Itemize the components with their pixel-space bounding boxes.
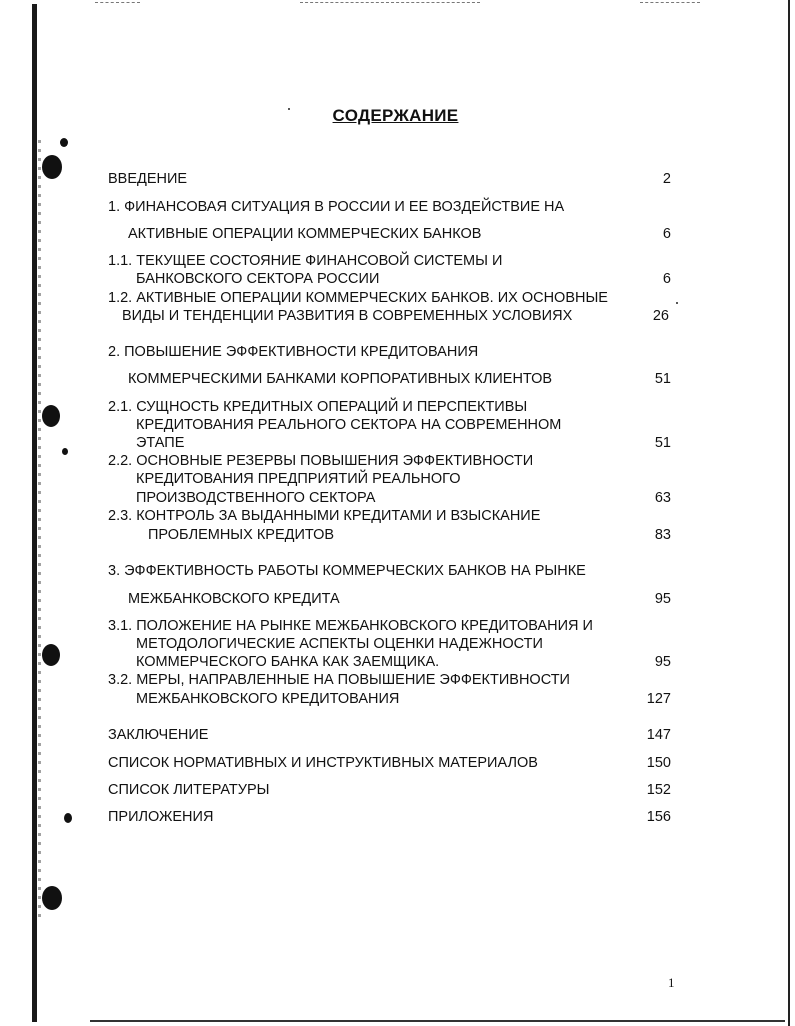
toc-page-number: 63 [654, 490, 671, 506]
page-number: 1 [668, 975, 675, 990]
toc-section-2-2-line2: КРЕДИТОВАНИЯ ПРЕДПРИЯТИЙ РЕАЛЬНОГО [136, 471, 461, 487]
punch-hole-mark [64, 813, 72, 823]
toc-page-number: 147 [646, 727, 671, 743]
punch-hole-mark [62, 448, 68, 455]
punch-hole-mark [42, 155, 62, 179]
scan-speck [676, 302, 678, 304]
toc-chapter-2-line1: 2. ПОВЫШЕНИЕ ЭФФЕКТИВНОСТИ КРЕДИТОВАНИЯ [108, 344, 479, 360]
toc-page-number: 95 [654, 654, 671, 670]
scan-edge-top [300, 2, 480, 4]
toc-section-1-1-line2: БАНКОВСКОГО СЕКТОРА РОССИИ [136, 271, 380, 287]
toc-section-1-1-line1: 1.1. ТЕКУЩЕЕ СОСТОЯНИЕ ФИНАНСОВОЙ СИСТЕМЫ И [108, 253, 503, 269]
toc-page-number: 51 [654, 435, 671, 451]
binding-edge [32, 4, 37, 1022]
toc-chapter-2-line2: КОММЕРЧЕСКИМИ БАНКАМИ КОРПОРАТИВНЫХ КЛИЕНТОВ [128, 371, 553, 387]
punch-hole-mark [42, 644, 60, 666]
page-title: СОДЕРЖАНИЕ [332, 106, 459, 125]
toc-page-number: 127 [646, 691, 671, 707]
toc-section-2-2-line3: ПРОИЗВОДСТВЕННОГО СЕКТОРА [136, 490, 376, 506]
binding-shadow [38, 140, 41, 920]
toc-section-3-1-line2: МЕТОДОЛОГИЧЕСКИЕ АСПЕКТЫ ОЦЕНКИ НАДЕЖНОСТИ [136, 636, 543, 652]
toc-chapter-3-line1: 3. ЭФФЕКТИВНОСТЬ РАБОТЫ КОММЕРЧЕСКИХ БАНКОВ НА РЫНКЕ [108, 563, 586, 579]
toc-section-2-1-line2: КРЕДИТОВАНИЯ РЕАЛЬНОГО СЕКТОРА НА СОВРЕМЕННОМ [136, 417, 562, 433]
toc-chapter-3-line2: МЕЖБАНКОВСКОГО КРЕДИТА [128, 591, 340, 607]
toc-page-number: 156 [646, 809, 671, 825]
punch-hole-mark [60, 138, 68, 147]
toc-page-number: 51 [654, 371, 671, 387]
toc-page-number: 150 [646, 755, 671, 771]
toc-entry-intro: ВВЕДЕНИЕ [108, 171, 188, 187]
scan-edge-top [95, 2, 140, 4]
toc-page-number: 26 [652, 308, 669, 324]
toc-page-number: 6 [662, 226, 671, 242]
scan-edge-right [788, 0, 790, 1026]
toc-section-3-1-line1: 3.1. ПОЛОЖЕНИЕ НА РЫНКЕ МЕЖБАНКОВСКОГО КРЕДИТОВАНИЯ И [108, 618, 593, 634]
toc-section-1-2-line1: 1.2. АКТИВНЫЕ ОПЕРАЦИИ КОММЕРЧЕСКИХ БАНКОВ. ИХ ОСНОВНЫЕ [108, 290, 608, 306]
toc-section-2-3-line1: 2.3. КОНТРОЛЬ ЗА ВЫДАННЫМИ КРЕДИТАМИ И ВЗЫСКАНИЕ [108, 508, 541, 524]
toc-section-2-2-line1: 2.2. ОСНОВНЫЕ РЕЗЕРВЫ ПОВЫШЕНИЯ ЭФФЕКТИВНОСТИ [108, 453, 534, 469]
toc-chapter-1-line2: АКТИВНЫЕ ОПЕРАЦИИ КОММЕРЧЕСКИХ БАНКОВ [128, 226, 482, 242]
punch-hole-mark [42, 405, 60, 427]
scan-edge-top [640, 2, 700, 4]
toc-section-3-1-line3: КОММЕРЧЕСКОГО БАНКА КАК ЗАЕМЩИКА. [136, 654, 440, 670]
toc-section-1-2-line2: ВИДЫ И ТЕНДЕНЦИИ РАЗВИТИЯ В СОВРЕМЕННЫХ УСЛОВИЯХ [122, 308, 573, 324]
toc-section-2-3-line2: ПРОБЛЕМНЫХ КРЕДИТОВ [148, 527, 335, 543]
toc-section-3-2-line2: МЕЖБАНКОВСКОГО КРЕДИТОВАНИЯ [136, 691, 400, 707]
toc-page-number: 2 [662, 171, 671, 187]
toc-page-number: 95 [654, 591, 671, 607]
toc-entry-literature: СПИСОК ЛИТЕРАТУРЫ [108, 782, 270, 798]
toc-entry-conclusion: ЗАКЛЮЧЕНИЕ [108, 727, 209, 743]
toc-page-number: 83 [654, 527, 671, 543]
toc-entry-appendix: ПРИЛОЖЕНИЯ [108, 809, 214, 825]
toc-section-2-1-line3: ЭТАПЕ [136, 435, 185, 451]
toc-section-2-1-line1: 2.1. СУЩНОСТЬ КРЕДИТНЫХ ОПЕРАЦИЙ И ПЕРСПЕКТИВЫ [108, 399, 528, 415]
toc-page-number: 152 [646, 782, 671, 798]
toc-entry-normative: СПИСОК НОРМАТИВНЫХ И ИНСТРУКТИВНЫХ МАТЕРИАЛОВ [108, 755, 538, 771]
punch-hole-mark [42, 886, 62, 910]
scan-edge-bottom [90, 1020, 785, 1022]
toc-page-number: 6 [662, 271, 671, 287]
toc-section-3-2-line1: 3.2. МЕРЫ, НАПРАВЛЕННЫЕ НА ПОВЫШЕНИЕ ЭФФЕКТИВНОСТИ [108, 672, 570, 688]
toc-chapter-1-line1: 1. ФИНАНСОВАЯ СИТУАЦИЯ В РОССИИ И ЕЕ ВОЗДЕЙСТВИЕ НА [108, 199, 565, 215]
